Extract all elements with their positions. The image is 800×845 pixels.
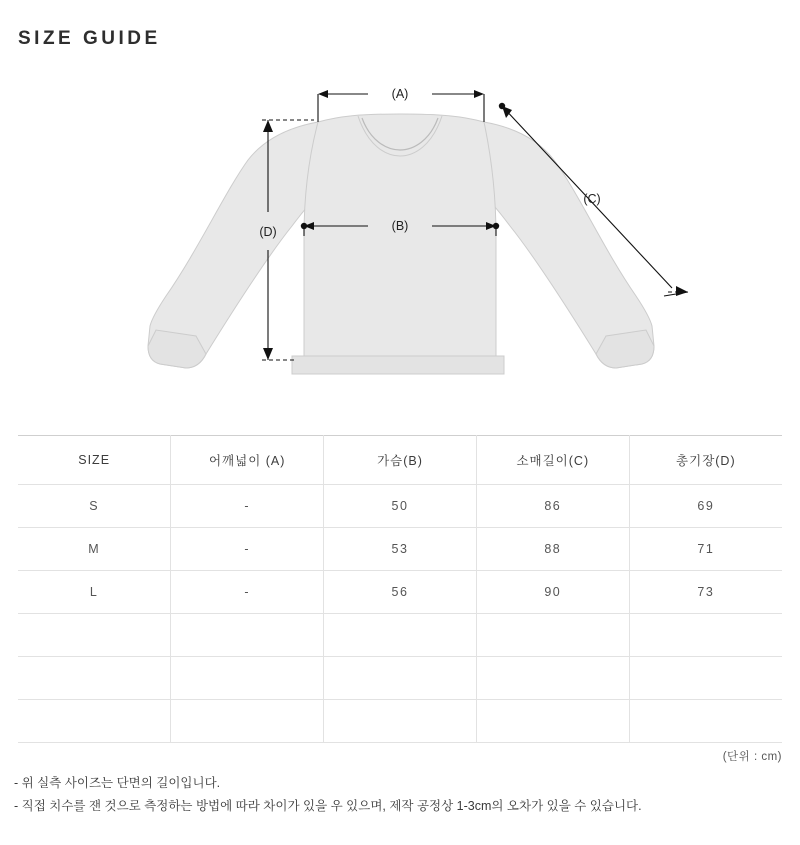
cell-sleeve: 90 <box>476 571 629 614</box>
size-table-wrap <box>18 435 782 743</box>
cell-chest <box>324 657 477 700</box>
cell-chest: 56 <box>324 571 477 614</box>
table-header-row <box>18 436 782 485</box>
cell-sleeve <box>476 657 629 700</box>
cell-size: M <box>18 528 171 571</box>
table-row <box>18 571 782 614</box>
garment-measurement-diagram <box>0 60 800 420</box>
size-table <box>18 435 782 743</box>
garment-shape <box>148 114 654 374</box>
label-d: (D) <box>259 225 277 239</box>
cell-shoulder <box>171 614 324 657</box>
cell-length: 71 <box>629 528 782 571</box>
cell-length <box>629 614 782 657</box>
column-header-size: SIZE <box>18 436 171 485</box>
cell-shoulder: - <box>171 485 324 528</box>
column-header-sleeve: 소매길이(C) <box>476 436 629 485</box>
cell-chest: 50 <box>324 485 477 528</box>
cell-size <box>18 614 171 657</box>
label-b: (B) <box>391 219 409 233</box>
note-line-1: - 위 실측 사이즈는 단면의 길이입니다. <box>14 776 221 790</box>
table-row <box>18 528 782 571</box>
column-header-length: 총기장(D) <box>629 436 782 485</box>
table-row <box>18 657 782 700</box>
table-row <box>18 485 782 528</box>
notes-block <box>14 772 794 818</box>
cell-length <box>629 700 782 743</box>
note-line-2: - 직접 치수를 잰 것으로 측정하는 방법에 따라 차이가 있을 우 있으며, 제작 공정상 1-3cm의 오차가 있을 수 있습니다. <box>14 799 642 813</box>
cell-size <box>18 700 171 743</box>
cell-shoulder: - <box>171 571 324 614</box>
cell-chest <box>324 614 477 657</box>
page-title: SIZE GUIDE <box>18 28 161 49</box>
unit-note: (단위 : cm) <box>722 751 782 763</box>
table-row <box>18 614 782 657</box>
column-header-shoulder: 어깨넓이 (A) <box>171 436 324 485</box>
cell-sleeve <box>476 614 629 657</box>
cell-sleeve: 86 <box>476 485 629 528</box>
cell-length <box>629 657 782 700</box>
cell-sleeve: 88 <box>476 528 629 571</box>
label-c: (C) <box>583 192 601 206</box>
label-a: (A) <box>391 87 409 101</box>
cell-size: S <box>18 485 171 528</box>
cell-size <box>18 657 171 700</box>
cell-size: L <box>18 571 171 614</box>
cell-sleeve <box>476 700 629 743</box>
cell-length: 69 <box>629 485 782 528</box>
cell-length: 73 <box>629 571 782 614</box>
cell-shoulder: - <box>171 528 324 571</box>
cell-shoulder <box>171 700 324 743</box>
cell-chest: 53 <box>324 528 477 571</box>
cell-shoulder <box>171 657 324 700</box>
table-row <box>18 700 782 743</box>
column-header-chest: 가슴(B) <box>324 436 477 485</box>
cell-chest <box>324 700 477 743</box>
